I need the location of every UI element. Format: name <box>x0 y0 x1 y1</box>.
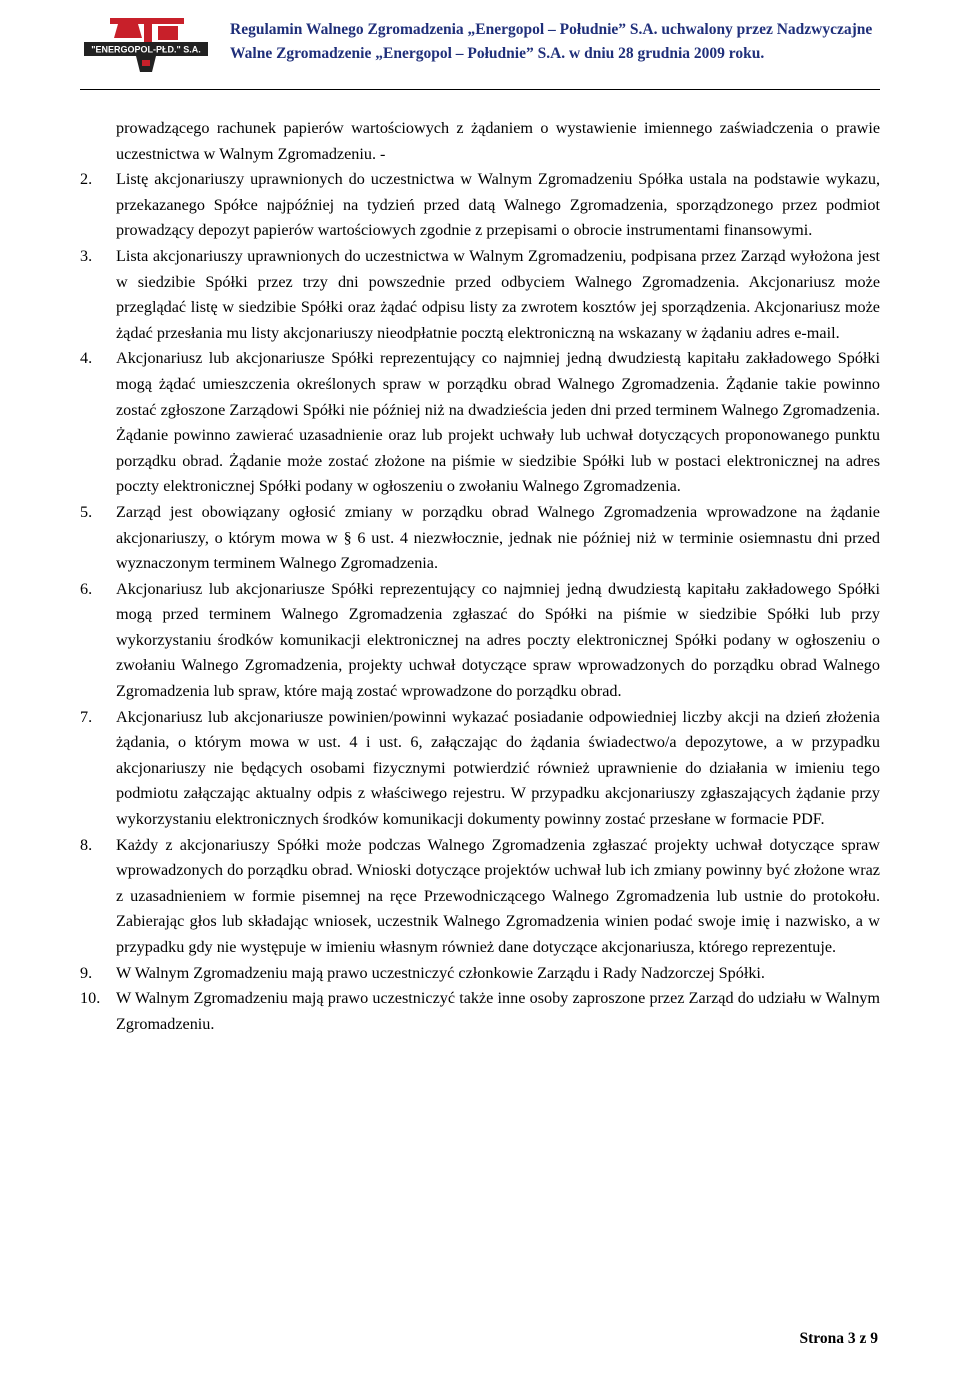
item-text: Lista akcjonariuszy uprawnionych do uczestnictwa w Walnym Zgromadzeniu, podpisana przez Zarząd wyłożona jest w siedzibie Spółki przez trzy dni powszednie przed odbyciem Walnego Zgromadzenia. Akcjonariusz może przeglądać listę w siedzibie Spółki oraz żądać odpisu listy za zwrotem kosztów jej sporządzenia. Akcjonariusz może żądać przesłania mu listy akcjonariuszy nieodpłatnie pocztą elektroniczną na wskazany w żądaniu adres e-mail. <box>116 246 880 342</box>
item-number: 8. <box>80 835 93 854</box>
item-text: Listę akcjonariuszy uprawnionych do uczestnictwa w Walnym Zgromadzeniu Spółka ustala na podstawie wykazu, przekazanego Spółce najpóźniej na tydzień przed datą Walnego Zgromadzenia, sporządzonego przez podmiot prowadzący depozyt papierów wartościowych zgodnie z przepisami o obrocie instrumentami finansowymi. <box>116 170 880 240</box>
document-header <box>230 18 890 66</box>
intro-paragraph: prowadzącego rachunek papierów wartościowych z żądaniem o wystawienie imiennego zaświadczenia o prawie uczestnictwa w Walnym Zgromadzeniu. - <box>116 119 880 163</box>
item-number: 10. <box>80 989 101 1008</box>
header-line-1: Regulamin Walnego Zgromadzenia „Energopol – Południe” S.A. uchwalony przez Nadzwyczajne <box>230 21 873 38</box>
item-number: 7. <box>80 707 93 726</box>
item-text: Akcjonariusz lub akcjonariusze Spółki reprezentujący co najmniej jedną dwudziestą kapitału zakładowego Spółki mogą żądać umieszczenia określonych spraw w porządku obrad Walnego Zgromadzenia. Żądanie takie powinno zostać zgłoszone Zarządowi Spółki nie później niż na dwadzieścia jeden dni przed terminem Walnego Zgromadzenia. Żądanie powinno zawierać uzasadnienie oraz lub projekt uchwały lub uchwał dotyczących proponowanego punktu porządku obrad. Żądanie może zostać złożone na piśmie w siedzibie Spółki lub w postaci elektronicznej na adres poczty elektronicznej Spółki podany w ogłoszeniu o zwołaniu Walnego Zgromadzenia. <box>116 349 880 496</box>
item-number: 2. <box>80 170 93 189</box>
item-number: 9. <box>80 963 93 982</box>
header-divider <box>80 89 880 90</box>
item-text: W Walnym Zgromadzeniu mają prawo uczestniczyć członkowie Zarządu i Rady Nadzorczej Spółki. <box>116 963 765 982</box>
item-number: 3. <box>80 246 93 265</box>
item-number: 4. <box>80 349 93 368</box>
list-item <box>80 167 880 244</box>
list-item <box>80 577 880 705</box>
document-body <box>80 116 880 1037</box>
list-item <box>80 961 880 987</box>
list-item <box>80 833 880 961</box>
item-text: Akcjonariusz lub akcjonariusze Spółki reprezentujący co najmniej jedną dwudziestą kapitału zakładowego Spółki mogą przed terminem Walnego Zgromadzenia zgłaszać do Spółki na piśmie w siedzibie Spółki lub przy wykorzystaniu środków komunikacji elektronicznej na adres poczty elektronicznej Spółki podany w ogłoszeniu o zwołaniu Walnego Zgromadzenia, projekty uchwał dotyczące spraw wprowadzonych do porządku obrad Walnego Zgromadzenia lub spraw, które mają zostać wprowadzone do porządku obrad. <box>116 579 880 701</box>
list-item <box>80 500 880 577</box>
header-line-2: Walne Zgromadzenie „Energopol – Południe” S.A. w dniu 28 grudnia 2009 roku. <box>230 45 765 62</box>
item-text: Każdy z akcjonariuszy Spółki może podczas Walnego Zgromadzenia zgłaszać projekty uchwał dotyczące spraw wprowadzonych do porządku obrad. Wnioski dotyczące projektów uchwał lub ich zmiany powinny być złożone wraz z uzasadnieniem w formie pisemnej na ręce Przewodniczącego Walnego Zgromadzenia lub ustnie do protokołu. Zabierając głos lub składając wniosek, uczestnik Walnego Zgromadzenia winien podać swoje imię i nazwisko, a w przypadku gdy nie występuje w imieniu własnym również dane dotyczące akcjonariusza, którego reprezentuje. <box>116 835 880 956</box>
item-number: 5. <box>80 502 93 521</box>
item-text: Akcjonariusz lub akcjonariusze powinien/powinni wykazać posiadanie odpowiedniej liczby akcji na dzień złożenia żądania, o którym mowa w ust. 4 i ust. 6, załączając do żądania świadectwo/a depozytowe, a w przypadku akcjonariuszy nie będących osobami fizycznymi potwierdzić również uprawnienie do działania w imieniu tego podmiotu załączając aktualny odpis z właściwego rejestru. W przypadku akcjonariuszy zgłaszających żądanie przy wykorzystaniu elektronicznych środków komunikacji dokumenty powinny zostać przesłane w formacie PDF. <box>116 707 880 829</box>
item-text: W Walnym Zgromadzeniu mają prawo uczestniczyć także inne osoby zaproszone przez Zarząd do udziału w Walnym Zgromadzeniu. <box>116 989 880 1033</box>
page-number: Strona 3 z 9 <box>799 1330 878 1347</box>
item-number: 6. <box>80 579 93 598</box>
logo-text: "ENERGOPOL-PŁD." S.A. <box>91 44 201 55</box>
company-logo <box>80 14 212 74</box>
list-item <box>80 244 880 346</box>
list-item <box>80 705 880 833</box>
item-text: Zarząd jest obowiązany ogłosić zmiany w porządku obrad Walnego Zgromadzenia wprowadzone na żądanie akcjonariuszy, o którym mowa w § 6 ust. 4 niezwłocznie, jednak nie później niż w terminie osiemnastu dni przed wyznaczonym terminem Walnego Zgromadzenia. <box>116 502 880 573</box>
list-item <box>80 346 880 500</box>
list-item <box>80 986 880 1037</box>
